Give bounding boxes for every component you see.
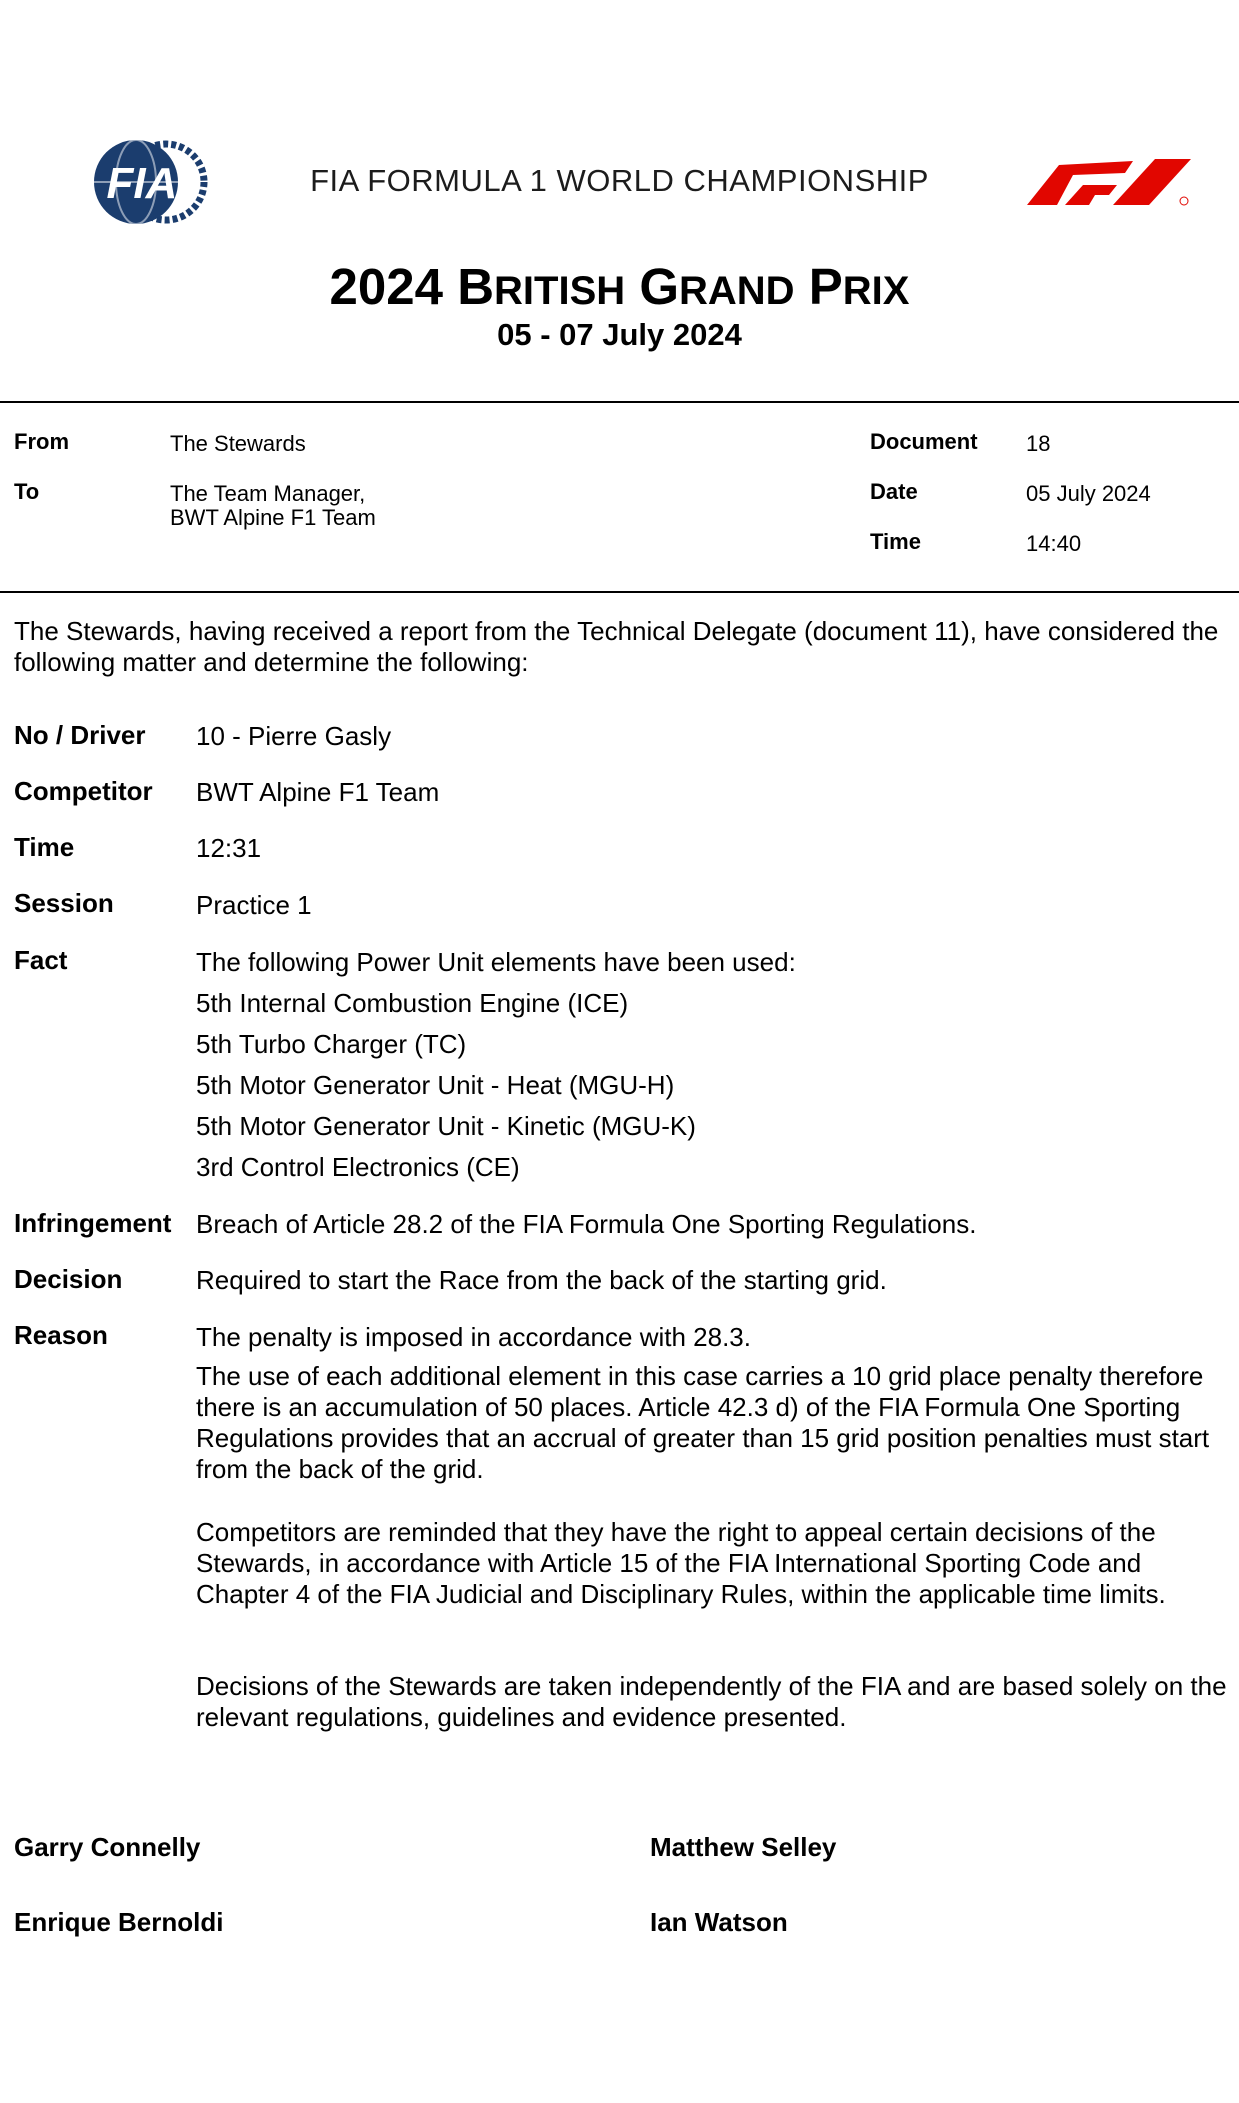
fact-item: 3rd Control Electronics (CE) <box>196 1152 520 1182</box>
time-value: 14:40 <box>1026 531 1082 556</box>
event-title <box>0 259 1239 315</box>
time-row-value: 12:31 <box>196 833 262 863</box>
fact-item: 5th Internal Combustion Engine (ICE) <box>196 988 629 1018</box>
reason-value: The penalty is imposed in accordance with 28.3. <box>196 1322 751 1352</box>
intro-text: The Stewards, having received a report from the Technical Delegate (document 11), have considered the following matter and determine the following: <box>14 616 1219 677</box>
from-label: From <box>14 429 69 454</box>
appeal-paragraph: Competitors are reminded that they have the right to appeal certain decisions of the Stewards, in accordance with Article 15 of the FIA International Sporting Code and Chapter 4 of the FIA Judicial and Disciplinary Rules, within the applicable time limits. <box>196 1517 1166 1609</box>
competitor-label: Competitor <box>14 776 153 806</box>
steward-name: Garry Connelly <box>14 1832 201 1862</box>
independence-paragraph: Decisions of the Stewards are taken independently of the FIA and are based solely on the relevant regulations, guidelines and evidence presented. <box>196 1671 1227 1732</box>
championship-title: FIA FORMULA 1 WORLD CHAMPIONSHIP <box>310 163 929 198</box>
fact-item: The following Power Unit elements have been used: <box>196 947 796 977</box>
event-name-ritish: RITISH <box>494 269 626 313</box>
fact-item: 5th Turbo Charger (TC) <box>196 1029 467 1059</box>
event-year: 2024 <box>329 258 444 315</box>
event-name-p: P <box>808 258 843 315</box>
fact-item: 5th Motor Generator Unit - Heat (MGU-H) <box>196 1070 675 1100</box>
fia-logo-text: FIA <box>106 159 178 208</box>
session-label: Session <box>14 888 114 918</box>
document-label: Document <box>870 429 978 454</box>
steward-name: Enrique Bernoldi <box>14 1907 224 1937</box>
fact-label: Fact <box>14 945 68 975</box>
to-value-line1: The Team Manager, <box>170 481 366 506</box>
steward-name: Ian Watson <box>650 1907 788 1937</box>
event-name-g: G <box>639 258 679 315</box>
time-label: Time <box>870 529 921 554</box>
to-value-line2: BWT Alpine F1 Team <box>170 505 376 530</box>
infringement-label: Infringement <box>14 1208 172 1238</box>
f1-logo-icon <box>1013 157 1193 207</box>
competitor-value: BWT Alpine F1 Team <box>196 777 440 807</box>
to-label: To <box>14 479 40 504</box>
driver-label: No / Driver <box>14 720 146 750</box>
event-name-rand: RAND <box>679 269 795 313</box>
date-value: 05 July 2024 <box>1026 481 1151 506</box>
time-row-label: Time <box>14 832 75 862</box>
decision-label: Decision <box>14 1264 123 1294</box>
event-name-b: B <box>457 258 495 315</box>
reason-paragraph: The use of each additional element in this case carries a 10 grid place penalty therefore there is an accumulation of 50 places. Article 42.3 d) of the FIA Formula One Sporting Regulations provides that an accrual of greater than 15 grid position penalties must start from the back of the grid. <box>196 1361 1210 1484</box>
document-value: 18 <box>1026 431 1051 456</box>
event-name-rix: RIX <box>842 269 910 313</box>
date-label: Date <box>870 479 918 504</box>
top-divider <box>0 401 1239 403</box>
from-value: The Stewards <box>170 431 306 456</box>
reason-label: Reason <box>14 1320 108 1350</box>
infringement-value: Breach of Article 28.2 of the FIA Formula One Sporting Regulations. <box>196 1209 977 1239</box>
session-value: Practice 1 <box>196 890 312 920</box>
driver-value: 10 - Pierre Gasly <box>196 721 392 751</box>
steward-name: Matthew Selley <box>650 1832 837 1862</box>
fact-item: 5th Motor Generator Unit - Kinetic (MGU-K) <box>196 1111 696 1141</box>
bottom-divider <box>0 591 1239 593</box>
event-dates: 05 - 07 July 2024 <box>497 317 742 352</box>
decision-value: Required to start the Race from the back of the starting grid. <box>196 1265 887 1295</box>
